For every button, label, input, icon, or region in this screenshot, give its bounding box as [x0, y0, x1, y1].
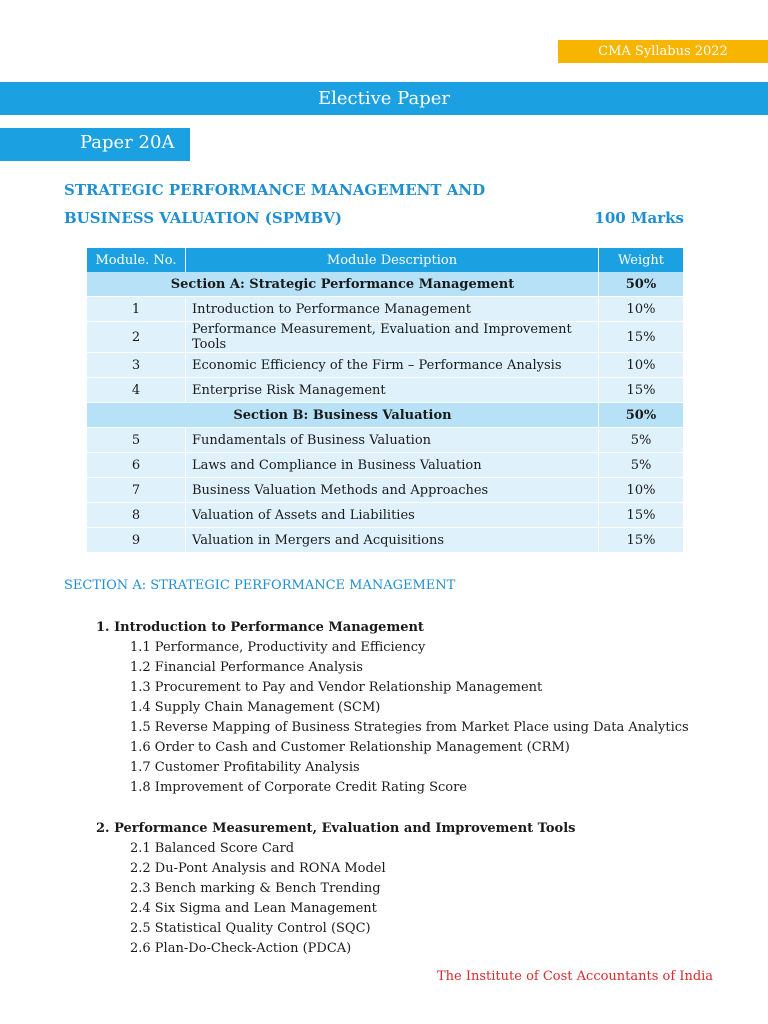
module-description: Introduction to Performance Management	[186, 297, 599, 322]
subtopic-item: 1.1 Performance, Productivity and Efficiency	[130, 640, 426, 655]
subtopic-item: 1.7 Customer Profitability Analysis	[130, 760, 360, 775]
footer-institute-name: The Institute of Cost Accountants of India	[437, 969, 714, 984]
subtopic-item: 2.6 Plan-Do-Check-Action (PDCA)	[130, 941, 352, 956]
syllabus-tag: CMA Syllabus 2022	[558, 40, 768, 63]
section-b-row	[87, 403, 683, 428]
topic-2-subtopics	[130, 839, 386, 959]
subtopic-item: 2.2 Du-Pont Analysis and RONA Model	[130, 861, 386, 876]
table-row	[87, 378, 683, 403]
module-no: 1	[87, 297, 186, 322]
table-row	[87, 322, 683, 353]
module-weight: 5%	[599, 428, 683, 453]
table-row	[87, 528, 683, 553]
subtopic-item: 1.3 Procurement to Pay and Vendor Relationship Management	[130, 680, 543, 695]
table-row	[87, 297, 683, 322]
module-description: Economic Efficiency of the Firm – Performance Analysis	[186, 353, 599, 378]
module-no: 4	[87, 378, 186, 403]
paper-title-line-2: BUSINESS VALUATION (SPMBV)	[64, 209, 342, 227]
module-no: 2	[87, 322, 186, 353]
table-row	[87, 353, 683, 378]
module-weight: 15%	[599, 378, 683, 403]
module-description: Laws and Compliance in Business Valuation	[186, 453, 599, 478]
paper-title	[64, 176, 684, 232]
section-b-weight: 50%	[599, 403, 683, 428]
subtopic-item: 1.4 Supply Chain Management (SCM)	[130, 700, 381, 715]
module-description: Fundamentals of Business Valuation	[186, 428, 599, 453]
section-a-row	[87, 272, 683, 297]
module-weight: 10%	[599, 297, 683, 322]
module-no: 7	[87, 478, 186, 503]
subtopic-item: 1.2 Financial Performance Analysis	[130, 660, 363, 675]
paper-title-line-1: STRATEGIC PERFORMANCE MANAGEMENT AND	[64, 181, 486, 199]
topic-1-subtopics	[130, 638, 689, 798]
paper-number-label: Paper 20A	[0, 128, 190, 161]
elective-paper-banner: Elective Paper	[0, 82, 768, 115]
header-module-description: Module Description	[186, 248, 599, 272]
module-weight: 10%	[599, 478, 683, 503]
table-row	[87, 453, 683, 478]
module-description: Enterprise Risk Management	[186, 378, 599, 403]
module-weight: 5%	[599, 453, 683, 478]
module-description: Performance Measurement, Evaluation and Improvement Tools	[186, 322, 599, 353]
module-description: Business Valuation Methods and Approaches	[186, 478, 599, 503]
header-weight: Weight	[599, 248, 683, 272]
subtopic-item: 2.1 Balanced Score Card	[130, 841, 295, 856]
header-module-no: Module. No.	[87, 248, 186, 272]
table-row	[87, 428, 683, 453]
module-no: 3	[87, 353, 186, 378]
section-a-weight: 50%	[599, 272, 683, 297]
module-description: Valuation of Assets and Liabilities	[186, 503, 599, 528]
table-row	[87, 478, 683, 503]
table-row	[87, 503, 683, 528]
module-no: 6	[87, 453, 186, 478]
section-a-heading: SECTION A: STRATEGIC PERFORMANCE MANAGEMENT	[64, 578, 456, 593]
module-weight: 10%	[599, 353, 683, 378]
topic-2-title: 2. Performance Measurement, Evaluation and Improvement Tools	[96, 821, 576, 836]
module-weight-table	[87, 248, 683, 553]
subtopic-item: 2.3 Bench marking & Bench Trending	[130, 881, 381, 896]
section-a-label: Section A: Strategic Performance Management	[87, 272, 599, 297]
module-weight: 15%	[599, 503, 683, 528]
module-no: 8	[87, 503, 186, 528]
module-description: Valuation in Mergers and Acquisitions	[186, 528, 599, 553]
subtopic-item: 1.5 Reverse Mapping of Business Strategies from Market Place using Data Analytics	[130, 720, 689, 735]
subtopic-item: 2.5 Statistical Quality Control (SQC)	[130, 921, 371, 936]
module-no: 9	[87, 528, 186, 553]
subtopic-item: 1.8 Improvement of Corporate Credit Rating Score	[130, 780, 467, 795]
module-weight: 15%	[599, 528, 683, 553]
topic-1-title: 1. Introduction to Performance Management	[96, 620, 424, 635]
module-no: 5	[87, 428, 186, 453]
subtopic-item: 1.6 Order to Cash and Customer Relationship Management (CRM)	[130, 740, 570, 755]
total-marks: 100 Marks	[594, 209, 684, 227]
table-header-row	[87, 248, 683, 272]
module-weight: 15%	[599, 322, 683, 353]
section-b-label: Section B: Business Valuation	[87, 403, 599, 428]
subtopic-item: 2.4 Six Sigma and Lean Management	[130, 901, 377, 916]
